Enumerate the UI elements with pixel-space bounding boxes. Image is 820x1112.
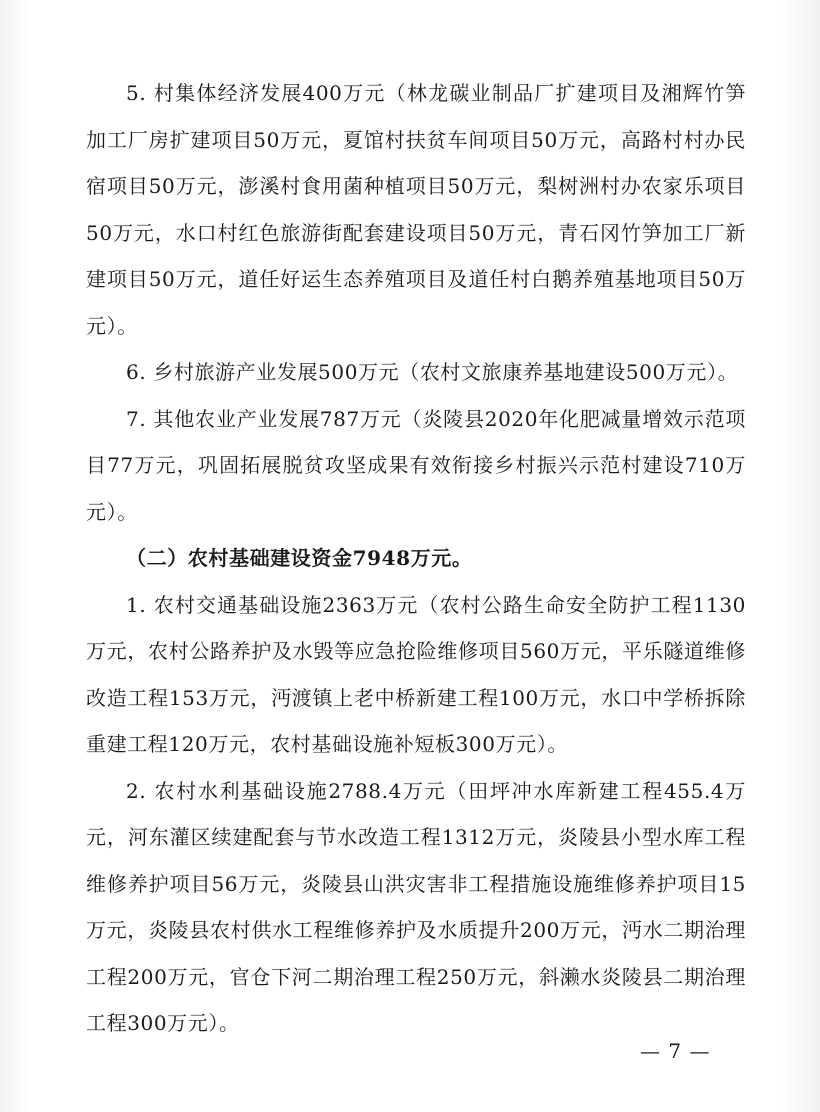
body-text [86, 70, 746, 1047]
paragraph-village-collective-economy: 5. 村集体经济发展400万元（林龙碳业制品厂扩建项目及湘辉竹笋加工厂房扩建项目50万元，夏馆村扶贫车间项目50万元，高路村村办民宿项目50万元，澎溪村食用菌种植项目50万元，梨树洲村办农家乐项目50万元，水口村红色旅游街配套建设项目50万元，青石冈竹笋加工厂新建项目50万元，道任好运生态养殖项目及道任村白鹅养殖基地项目50万元）。 [86, 81, 746, 338]
paragraph-rural-tourism: 6. 乡村旅游产业发展500万元（农村文旅康养基地建设500万元）。 [126, 360, 739, 384]
paragraph-rural-transport: 1. 农村交通基础设施2363万元（农村公路生命安全防护工程1130万元，农村公路养护及水毁等应急抢险维修项目560万元，平乐隧道维修改造工程153万元，沔渡镇上老中桥新建工程100万元，水口中学桥拆除重建工程120万元，农村基础设施补短板300万元）。 [86, 592, 746, 756]
section-heading-rural-infrastructure: （二）农村基础建设资金7948万元。 [126, 546, 473, 570]
paragraph-rural-water-conservancy: 2. 农村水利基础设施2788.4万元（田坪冲水库新建工程455.4万元，河东灌区续建配套与节水改造工程1312万元，炎陵县小型水库工程维修养护项目56万元，炎陵县山洪灾害非工程措施设施维修养护项目15万元，炎陵县农村供水工程维修养护及水质提升200万元，沔水二期治理工程200万元，官仓下河二期治理工程250万元，斜濑水炎陵县二期治理工程300万元）。 [86, 778, 746, 1035]
page-number: — 7 — [640, 1039, 711, 1063]
paragraph-other-agriculture: 7. 其他农业产业发展787万元（炎陵县2020年化肥减量增效示范项目77万元，巩固拓展脱贫攻坚成果有效衔接乡村振兴示范村建设710万元）。 [86, 406, 746, 524]
